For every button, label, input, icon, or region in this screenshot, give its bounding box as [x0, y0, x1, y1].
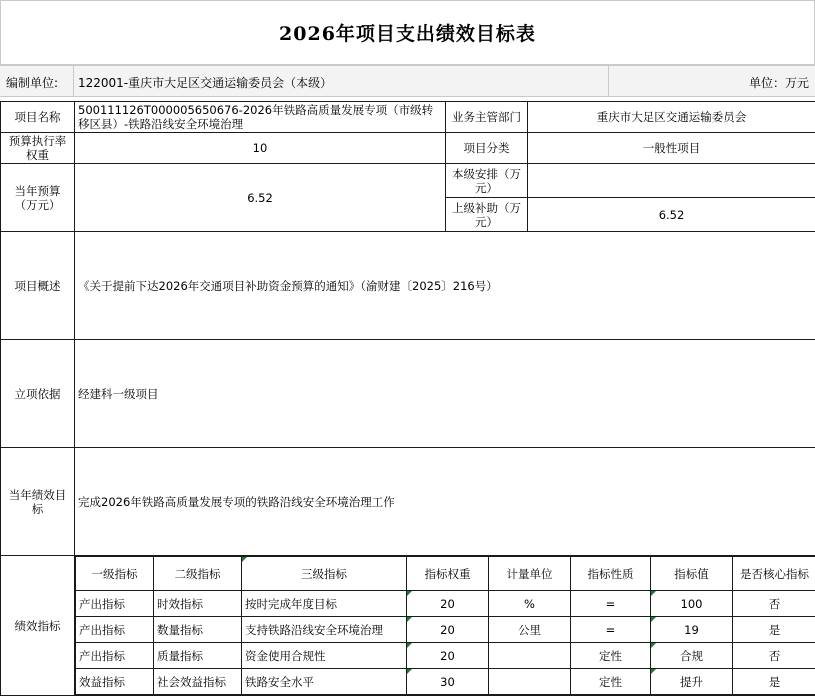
goal-cell[interactable]: 完成2026年铁路高质量发展专项的铁路沿线安全环境治理工作 [75, 448, 815, 556]
table-row [76, 669, 815, 695]
header-core: 是否核心指标 [733, 557, 815, 591]
exec-weight-label: 预算执行率权重 [1, 133, 75, 164]
dept-cell[interactable]: 重庆市大足区交通运输委员会 [528, 102, 815, 133]
value-cell[interactable]: 100 [651, 591, 733, 617]
core-cell[interactable]: 是 [733, 617, 815, 643]
project-name-cell[interactable]: 500111126T000005650676-2026年铁路高质量发展专项（市级转移区县）-铁路沿线安全环境治理 [75, 102, 446, 133]
nature-cell[interactable]: = [571, 617, 651, 643]
header-level1: 一级指标 [76, 557, 154, 591]
header-unit: 计量单位 [489, 557, 571, 591]
level3-cell[interactable]: 资金使用合规性 [242, 643, 407, 669]
divider [608, 66, 609, 96]
indicators-container [75, 556, 815, 696]
category-label: 项目分类 [446, 133, 528, 164]
weight-cell[interactable]: 20 [407, 617, 489, 643]
weight-cell[interactable]: 20 [407, 591, 489, 617]
table-row [76, 617, 815, 643]
unit-cell[interactable]: 公里 [489, 617, 571, 643]
upper-cell[interactable]: 6.52 [528, 198, 815, 232]
performance-table [0, 101, 815, 696]
level2-cell[interactable]: 社会效益指标 [154, 669, 242, 695]
value-cell[interactable]: 合规 [651, 643, 733, 669]
unit-row [0, 65, 815, 97]
header-weight: 指标权重 [407, 557, 489, 591]
budget-label: 当年预算（万元） [1, 164, 75, 232]
table-row [76, 591, 815, 617]
goal-label: 当年绩效目标 [1, 448, 75, 556]
unit-cell[interactable] [489, 643, 571, 669]
money-unit: 单位：万元 [748, 76, 809, 90]
level1-cell[interactable]: 产出指标 [76, 643, 154, 669]
header-value: 指标值 [651, 557, 733, 591]
indicator-table [75, 556, 815, 695]
level1-cell[interactable]: 效益指标 [76, 669, 154, 695]
weight-cell[interactable]: 20 [407, 643, 489, 669]
header-nature: 指标性质 [571, 557, 651, 591]
title-cell[interactable] [0, 0, 815, 65]
overview-cell[interactable]: 《关于提前下达2026年交通项目补助资金预算的通知》（渝财建〔2025〕216号） [75, 232, 815, 340]
indicators-label: 绩效指标 [1, 556, 75, 696]
unit-cell[interactable]: % [489, 591, 571, 617]
level3-cell[interactable]: 支持铁路沿线安全环境治理 [242, 617, 407, 643]
level3-cell[interactable]: 按时完成年度目标 [242, 591, 407, 617]
local-label: 本级安排（万元） [446, 164, 528, 198]
basis-label: 立项依据 [1, 340, 75, 448]
overview-label: 项目概述 [1, 232, 75, 340]
core-cell[interactable]: 否 [733, 643, 815, 669]
exec-weight-cell[interactable]: 10 [75, 133, 446, 164]
level2-cell[interactable]: 数量指标 [154, 617, 242, 643]
upper-label: 上级补助（万元） [446, 198, 528, 232]
category-cell[interactable]: 一般性项目 [528, 133, 815, 164]
basis-cell[interactable]: 经建科一级项目 [75, 340, 815, 448]
unit-value[interactable]: 122001-重庆市大足区交通运输委员会（本级） [78, 76, 333, 90]
unit-cell[interactable] [489, 669, 571, 695]
nature-cell[interactable]: 定性 [571, 669, 651, 695]
page-title: 2026年项目支出绩效目标表 [279, 23, 536, 45]
value-cell[interactable]: 提升 [651, 669, 733, 695]
core-cell[interactable]: 否 [733, 591, 815, 617]
level2-cell[interactable]: 时效指标 [154, 591, 242, 617]
local-cell[interactable] [528, 164, 815, 198]
unit-label: 编制单位: [6, 76, 59, 90]
level2-cell[interactable]: 质量指标 [154, 643, 242, 669]
level3-cell[interactable]: 铁路安全水平 [242, 669, 407, 695]
table-row [76, 643, 815, 669]
value-cell[interactable]: 19 [651, 617, 733, 643]
level1-cell[interactable]: 产出指标 [76, 617, 154, 643]
nature-cell[interactable]: 定性 [571, 643, 651, 669]
core-cell[interactable]: 是 [733, 669, 815, 695]
level1-cell[interactable]: 产出指标 [76, 591, 154, 617]
header-level2: 二级指标 [154, 557, 242, 591]
header-level3: 三级指标 [242, 557, 407, 591]
dept-label: 业务主管部门 [446, 102, 528, 133]
divider [73, 66, 74, 96]
project-name-label: 项目名称 [1, 102, 75, 133]
nature-cell[interactable]: = [571, 591, 651, 617]
budget-cell[interactable]: 6.52 [75, 164, 446, 232]
weight-cell[interactable]: 30 [407, 669, 489, 695]
